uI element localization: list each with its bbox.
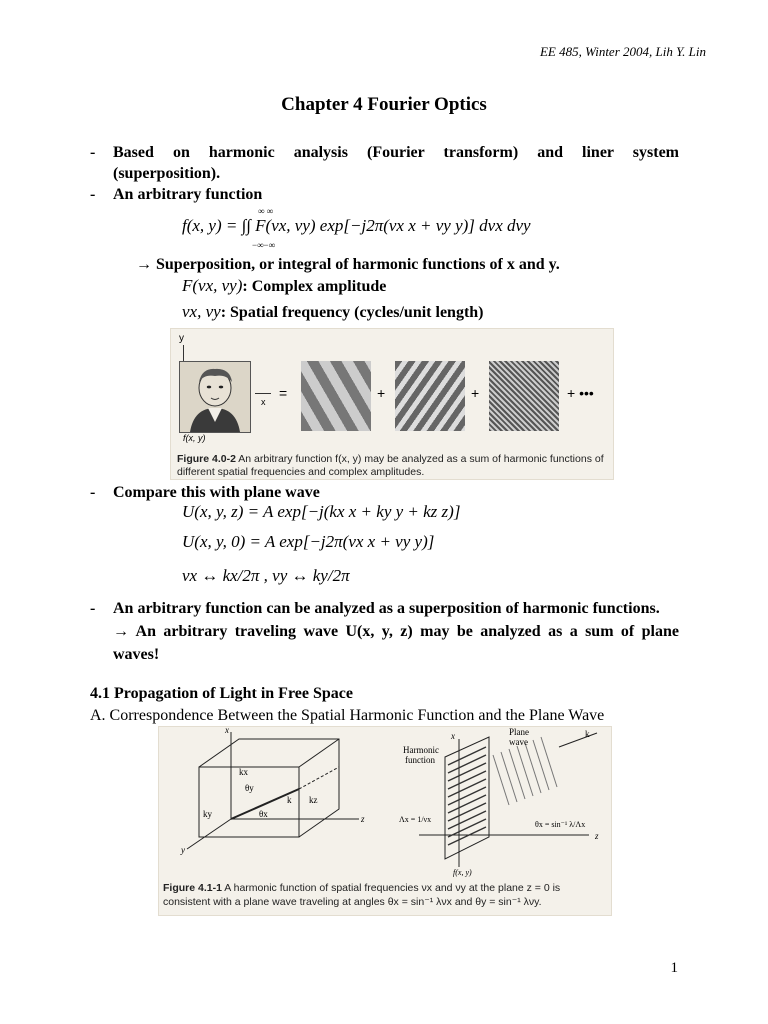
axis-x-arrow bbox=[255, 393, 271, 394]
axis-x-label: x bbox=[261, 397, 266, 407]
harmonic-pattern-high-frequency bbox=[489, 361, 559, 431]
theta-x-equation: θx = sin⁻¹ λ/Λx bbox=[535, 820, 586, 829]
plus-sign: + bbox=[471, 385, 480, 401]
portrait-fxy-label: f(x, y) bbox=[183, 433, 206, 443]
y-axis-label-left: y bbox=[181, 845, 185, 855]
axis-y-arrow bbox=[183, 345, 184, 361]
harmonic-pattern-medium-frequency bbox=[395, 361, 465, 431]
fourier-integral-equation: f(x, y) = ∫∫ F(νx, νy) exp[−j2π(νx x + νy y)] dνx dνy bbox=[182, 216, 531, 235]
integral-lower-limits: −∞−∞ bbox=[252, 240, 275, 250]
z-axis-label-left: z bbox=[361, 814, 365, 824]
plus-sign: + bbox=[377, 385, 386, 401]
x-axis-label-right: x bbox=[451, 731, 455, 741]
superposition-text: → Superposition, or integral of harmonic functions of x and y. bbox=[136, 256, 560, 273]
analysis-line2: → An arbitrary traveling wave U(x, y, z) may be analyzed as a sum of plane bbox=[113, 623, 679, 640]
frequency-wavenumber-relation: νx ↔ kx/2π , νy ↔ ky/2π bbox=[182, 566, 350, 585]
figure-label: Figure 4.0-2 bbox=[177, 453, 236, 465]
page-number: 1 bbox=[670, 960, 678, 976]
plane-wave-z0-equation: U(x, y, 0) = A exp[−j2π(νx x + νy y)] bbox=[182, 532, 435, 551]
figure-caption-line2: different spatial frequencies and complex amplitudes. bbox=[177, 466, 425, 478]
page-title: Chapter 4 Fourier Optics bbox=[281, 94, 487, 115]
theta-x-label: θx bbox=[259, 809, 268, 819]
figure-label: Figure 4.1-1 bbox=[163, 882, 222, 894]
kz-label: kz bbox=[309, 795, 318, 805]
wave-label: wave bbox=[509, 737, 528, 747]
function-label: function bbox=[405, 755, 435, 765]
figure-caption-line1: An arbitrary function f(x, y) may be analyzed as a sum of harmonic functions of bbox=[238, 453, 604, 465]
bullet-dash: - bbox=[90, 186, 96, 203]
k-label-left: k bbox=[287, 795, 292, 805]
spatial-frequency-symbol: νx, νy bbox=[182, 302, 221, 321]
compare-plane-wave-text: Compare this with plane wave bbox=[113, 484, 320, 501]
fxy-label: f(x, y) bbox=[453, 868, 472, 877]
bullet-harmonic-line2: (superposition). bbox=[113, 165, 221, 182]
analysis-line1: An arbitrary function can be analyzed as a superposition of harmonic functions. bbox=[113, 600, 660, 617]
k-label-right: k bbox=[585, 729, 590, 739]
section-heading: 4.1 Propagation of Light in Free Space bbox=[90, 685, 353, 702]
kx-label: kx bbox=[239, 767, 248, 777]
portrait-image bbox=[179, 361, 251, 433]
bullet-dash: - bbox=[90, 144, 96, 161]
lambda-x-label: Λx = 1/νx bbox=[399, 815, 432, 824]
z-axis-label-right: z bbox=[595, 831, 599, 841]
plane-label: Plane bbox=[509, 727, 529, 737]
figure-caption-line1: A harmonic function of spatial frequencies νx and νy at the plane z = 0 is bbox=[224, 882, 561, 894]
harmonic-pattern-low-frequency bbox=[301, 361, 371, 431]
figure-4-1-1 bbox=[158, 726, 612, 916]
complex-amplitude-label: : Complex amplitude bbox=[242, 278, 387, 295]
plane-wave-equation: U(x, y, z) = A exp[−j(kx x + ky y + kz z)] bbox=[182, 502, 461, 521]
ky-label: ky bbox=[203, 809, 212, 819]
header-note: EE 485, Winter 2004, Lih Y. Lin bbox=[539, 44, 706, 59]
figure-4-0-2 bbox=[170, 328, 614, 480]
figure-caption-line2: consistent with a plane wave traveling at angles θx = sin⁻¹ λνx and θy = sin⁻¹ λνy. bbox=[163, 896, 542, 908]
plus-ellipsis: + ••• bbox=[567, 385, 594, 401]
bullet-harmonic-line1: Based on harmonic analysis (Fourier transform) and liner system bbox=[113, 144, 679, 161]
complex-amplitude-symbol: F(νx, νy) bbox=[182, 276, 243, 295]
integral-upper-limits: ∞ ∞ bbox=[258, 206, 274, 216]
harmonic-label: Harmonic bbox=[403, 745, 439, 755]
bullet-arbitrary-function: An arbitrary function bbox=[113, 186, 263, 203]
bullet-dash: - bbox=[90, 484, 96, 501]
analysis-line3: waves! bbox=[113, 646, 160, 663]
spatial-frequency-label: : Spatial frequency (cycles/unit length) bbox=[220, 304, 484, 321]
axis-y-label: y bbox=[179, 333, 184, 344]
x-axis-label-left: x bbox=[225, 727, 229, 735]
theta-y-label: θy bbox=[245, 783, 254, 793]
bullet-dash: - bbox=[90, 600, 96, 617]
subsection-heading: A. Correspondence Between the Spatial Harmonic Function and the Plane Wave bbox=[90, 707, 605, 724]
equals-sign: = bbox=[279, 385, 288, 401]
figure-4-1-1-diagram bbox=[159, 727, 611, 877]
